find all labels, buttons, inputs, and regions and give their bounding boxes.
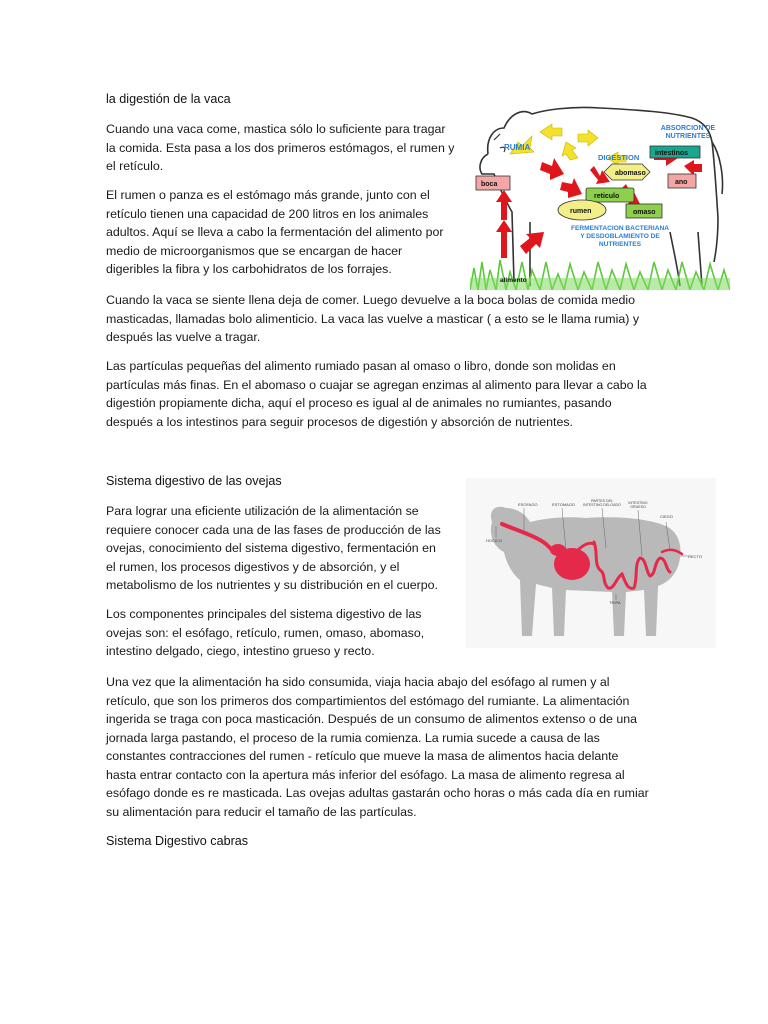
rumia-label: RUMIA — [504, 143, 531, 152]
intestinos-label: intestinos — [655, 150, 689, 157]
cow-digestion-diagram — [470, 102, 730, 290]
cow-section-title: la digestión de la vaca — [106, 92, 231, 106]
abomaso-label: abomaso — [615, 170, 646, 177]
intestino-grueso-label: INTESTINO GRUESO — [628, 501, 648, 509]
sheep-digestion-diagram — [466, 478, 716, 648]
cow-paragraph-3: Cuando la vaca se siente llena deja de comer. Luego devuelve a la boca bolas de comida medio masticadas, llamadas bolo alimenticio. La vaca las vuelve a masticar ( a esto se le llama rumia) y después las vuelve a tragar. — [106, 293, 640, 344]
digestion-label: DIGESTION — [598, 153, 640, 162]
esofago-label: ESOFAGO — [518, 502, 538, 507]
intestino-delgado-label: PARTES DEL INTESTINO DELGADO — [583, 499, 621, 507]
goat-section-title: Sistema Digestivo cabras — [106, 834, 249, 848]
hocico-label: HOCICO — [486, 538, 502, 543]
cow-paragraph-4: Las partículas pequeñas del alimento rumiado pasan al omaso o libro, donde son molidas en partículas más finas. En el abomaso o cuajar se agregan enzimas al alimento para llevar a cabo la digestión propiamente dicha, aquí el proceso es igual al de animales no rumiantes, pasando después a los intestinos para seguir procesos de digestión y absorción de nutrientes. — [106, 359, 647, 429]
reticulo-label: reticulo — [594, 193, 620, 200]
sheep-paragraph-2: Los componentes principales del sistema digestivo de las ovejas son: el esófago, retículo, rumen, omaso, abomaso, intestino delgado, ciego, intestino grueso y recto. — [106, 607, 425, 658]
rumen-label: rumen — [570, 208, 592, 215]
ciego-label: CIEGO — [660, 514, 673, 519]
omaso-label: omaso — [633, 209, 656, 216]
recto-label: RECTO — [688, 554, 702, 559]
cow-paragraph-1: Cuando una vaca come, mastica sólo lo suficiente para tragar la comida. Esta pasa a los dos primeros estómagos, el rumen y el retículo. — [106, 122, 455, 173]
cow-paragraph-2: El rumen o panza es el estómago más grande, junto con el retículo tienen una capacidad de 200 litros en los animales adultos. Aquí se lleva a cabo la fermentación del alimento por medio de microorganismos que se encargan de hacer digeribles la fibra y los carbohidratos de los forrajes. — [106, 188, 444, 276]
tripa-label: TRIPA — [609, 600, 621, 605]
fermentacion-label: FERMENTACION BACTERIANA Y DESDOBLAMIENTO DE NUTRIENTES — [570, 225, 670, 248]
ano-label: ano — [675, 179, 688, 186]
sheep-paragraph-1: Para lograr una eficiente utilización de la alimentación se requiere conocer cada una de las fases de producción de las ovejas, conocimiento del sistema digestivo, fermentación en el rumen, los procesos digestivos y de absorción, y el metabolismo de los nutrientes y su distribución en el cuerpo. — [106, 504, 441, 592]
sheep-paragraph-3: Una vez que la alimentación ha sido consumida, viaja hacia abajo del esófago al rumen y al retículo, que son los primeros dos compartimientos del estómago del rumiante. La alimentación ingerida se traga con poca masticación. Después de un consumo de alimentos extenso o de una jornada larga pastando, el proceso de la rumia comienza. La rumia sucede a causa de las constantes contracciones del rumen - retículo que mueve la masa de alimentos hacia delante hasta entrar contacto con la apertura más inferior del esófago. La masa de alimento regresa al esófago donde es re masticada. Las ovejas adultas gastarán ocho horas o más cada día en rumiar su alimentación para reducir el tamaño de las partículas. — [106, 675, 649, 819]
boca-label: boca — [481, 181, 498, 188]
alimento-label: alimento — [500, 277, 527, 284]
estomago-label: ESTOMAGO — [552, 502, 576, 507]
absorcion-label: ABSORCION DE NUTRIENTES — [660, 125, 716, 140]
sheep-section-title: Sistema digestivo de las ovejas — [106, 474, 282, 488]
